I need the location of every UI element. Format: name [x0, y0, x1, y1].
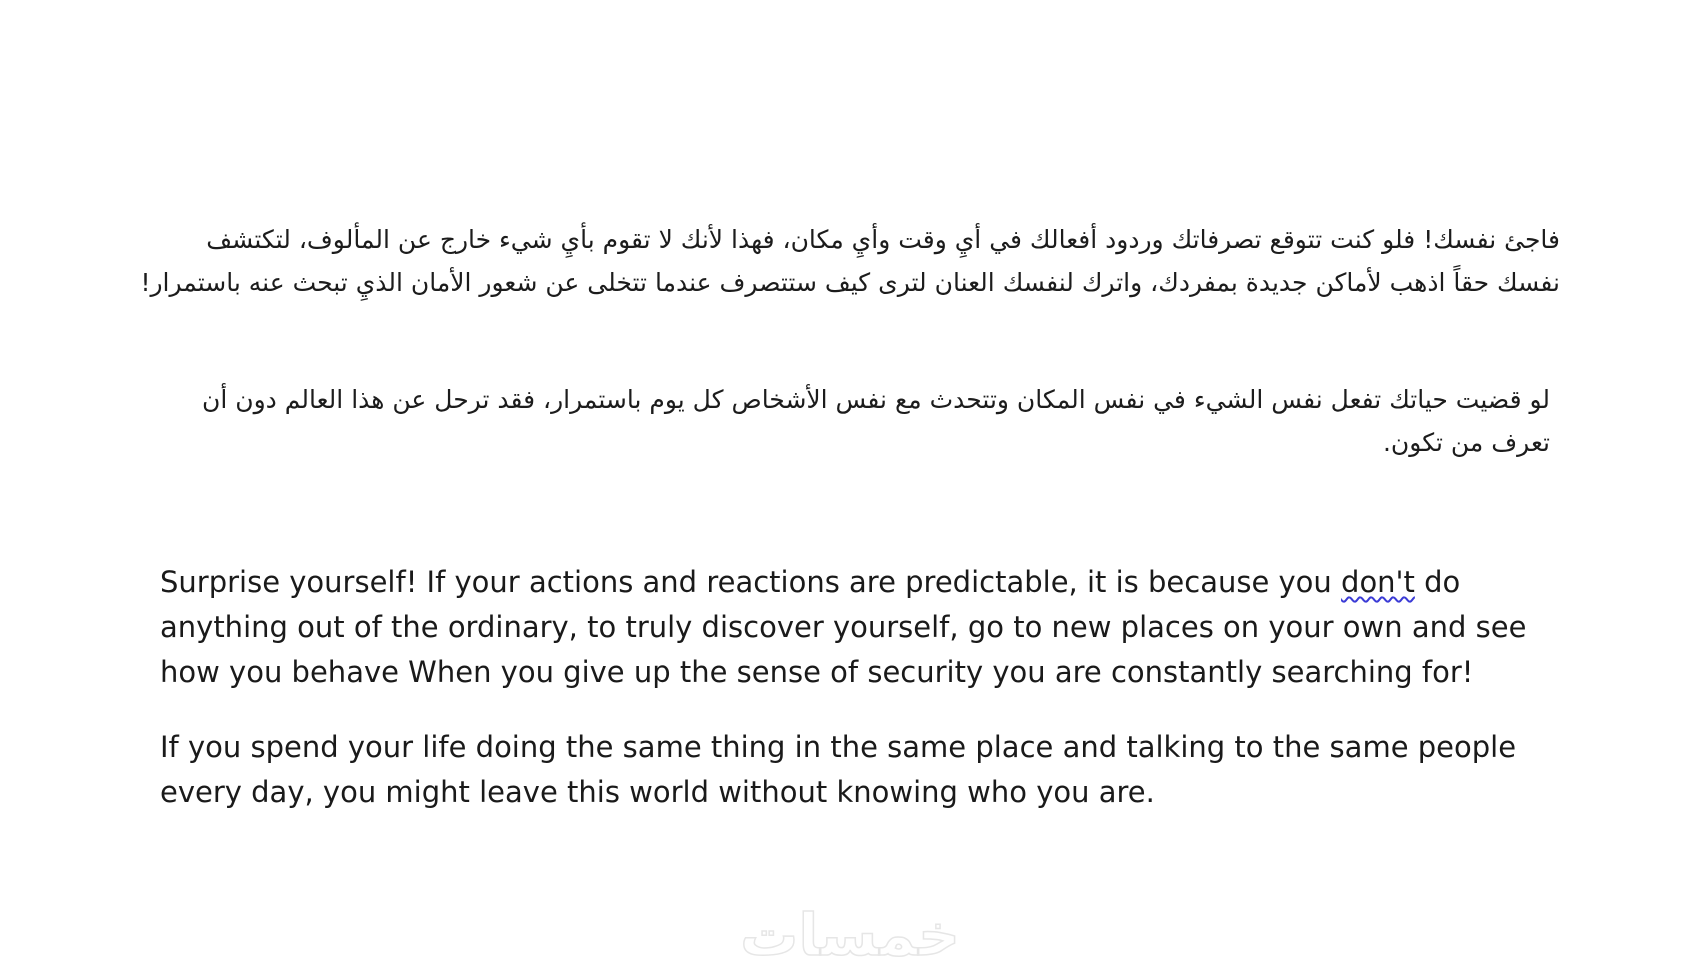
- arabic-paragraph-2: لو قضيت حياتك تفعل نفس الشيء في نفس المكان وتتحدث مع نفس الأشخاص كل يوم باستمرار، فقد ترحل عن هذا العالم دون أن تعرف من تكون.: [201, 385, 1550, 457]
- english-paragraph-1: [160, 560, 1540, 695]
- arabic-paragraph-1: فاجئ نفسك! فلو كنت تتوقع تصرفاتك وردود أفعالك في أيِ وقت وأيِ مكان، فهذا لأنك لا تقوم بأيِ شيء خارج عن المألوف، لتكتشف نفسك حقاً اذهب لأماكن جديدة بمفردك، واترك لنفسك العنان لترى كيف ستتصرف عندما تتخلى عن شعور الأمان الذيِ تبحث عنه باستمرار!: [140, 225, 1560, 297]
- spellcheck-flagged-word[interactable]: don't: [1341, 565, 1415, 599]
- english-paragraph-2: If you spend your life doing the same thing in the same place and talking to the same people every day, you might leave this world without knowing who you are.: [160, 730, 1517, 809]
- english-paragraph-1-start: Surprise yourself! If your actions and reactions are predictable, it is because you: [160, 565, 1342, 599]
- english-paragraph-1-end: do anything out of the ordinary, to truly discover yourself, go to new places on your own and see how you behave When you give up the sense of security you are constantly searching for!: [160, 565, 1527, 689]
- watermark-logo: خمسات: [740, 901, 960, 969]
